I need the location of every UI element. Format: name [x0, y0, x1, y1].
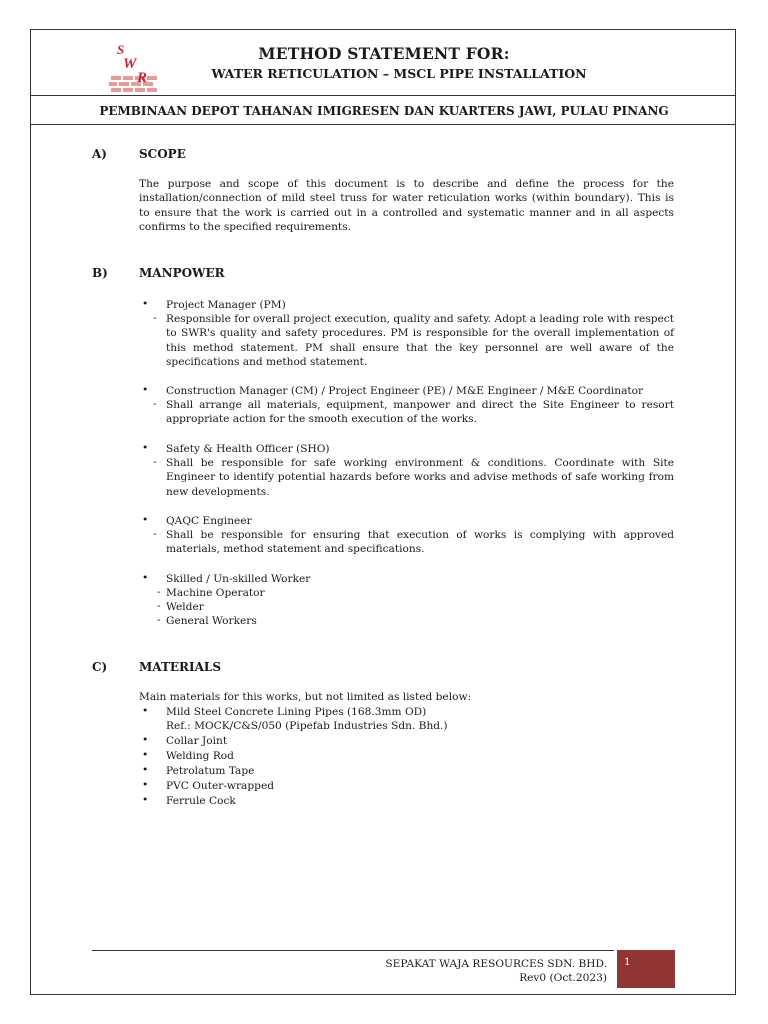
description-line: this method statement. PM shall ensure that the key personnel are well aware of the: [166, 341, 674, 354]
dash-icon: -: [153, 528, 157, 540]
materials-intro: Main materials for this works, but not limited as listed below:: [139, 691, 472, 703]
role-sho-description: [166, 456, 674, 499]
material-item: Mild Steel Concrete Lining Pipes (168.3mm OD): [166, 706, 427, 718]
dash-icon: -: [153, 398, 157, 410]
bullet-icon: •: [142, 442, 149, 454]
document-subtitle: WATER RETICULATION – MSCL PIPE INSTALLATION: [211, 66, 587, 81]
bullet-icon: •: [142, 764, 149, 776]
page-frame: [30, 29, 736, 995]
document-title: METHOD STATEMENT FOR:: [258, 44, 510, 63]
description-line: appropriate action for the smooth execution of the works.: [166, 413, 477, 426]
material-item: Welding Rod: [166, 750, 234, 762]
dash-icon: -: [157, 614, 161, 626]
worker-type: Welder: [166, 601, 204, 613]
material-item: PVC Outer-wrapped: [166, 780, 274, 792]
dash-icon: -: [157, 600, 161, 612]
bullet-icon: •: [142, 384, 149, 396]
project-title: PEMBINAAN DEPOT TAHANAN IMIGRESEN DAN KUARTERS JAWI, PULAU PINANG: [99, 104, 669, 118]
dash-icon: -: [153, 456, 157, 468]
description-line: specifications and method statement.: [166, 356, 368, 369]
role-cm-description: [166, 398, 674, 427]
role-sho: Safety & Health Officer (SHO): [166, 443, 330, 455]
material-item: Collar Joint: [166, 735, 228, 747]
material-reference: Ref.: MOCK/C&S/050 (Pipefab Industries Sdn. Bhd.): [166, 720, 448, 732]
bullet-icon: •: [142, 298, 149, 310]
dash-icon: -: [157, 586, 161, 598]
scope-paragraph: [139, 177, 674, 235]
scope-line: to ensure that the work is carried out in a controlled and systematic manner and in all aspects: [139, 206, 674, 219]
description-line: materials, method statement and specifications.: [166, 543, 425, 556]
svg-text:S: S: [117, 42, 125, 57]
svg-text:R: R: [137, 70, 148, 86]
bullet-icon: •: [142, 514, 149, 526]
scope-line: confirms to the specified requirements.: [139, 221, 351, 234]
description-line: Shall be responsible for safe working environment & conditions. Coordinate with Site: [166, 457, 674, 469]
bullet-icon: •: [142, 779, 149, 791]
worker-type: General Workers: [166, 615, 257, 627]
section-c-title: MATERIALS: [139, 660, 222, 674]
bullet-icon: •: [142, 749, 149, 761]
header-divider-bottom: [30, 124, 736, 125]
description-line: Shall be responsible for ensuring that execution of works is complying with approved: [166, 529, 674, 541]
footer-divider: [92, 950, 614, 951]
role-worker: Skilled / Un-skilled Worker: [166, 573, 311, 585]
bullet-icon: •: [142, 794, 149, 806]
section-c-letter: C): [92, 660, 108, 674]
bullet-icon: •: [142, 705, 149, 717]
page-number: 1: [624, 956, 631, 968]
material-item: Petrolatum Tape: [166, 765, 255, 777]
section-b-letter: B): [92, 266, 108, 280]
description-line: Responsible for overall project execution, quality and safety. Adopt a leading role with respect: [166, 313, 674, 325]
section-a-letter: A): [92, 147, 107, 161]
scope-line: installation/connection of mild steel truss for water reticulation works (within boundary). This is: [139, 192, 674, 205]
description-line: new developments.: [166, 485, 270, 498]
bullet-icon: •: [142, 734, 149, 746]
role-pm-description: [166, 312, 674, 370]
worker-type: Machine Operator: [166, 587, 265, 599]
dash-icon: -: [153, 312, 157, 324]
scope-line: The purpose and scope of this document is to describe and define the process for the: [139, 178, 674, 190]
footer-revision: Rev0 (Oct.2023): [519, 972, 607, 984]
description-line: Engineer to identify potential hazards before works and advise methods of safe working from: [166, 471, 674, 484]
svg-text:W: W: [123, 56, 137, 72]
material-item: Ferrule Cock: [166, 795, 236, 807]
role-qaqc: QAQC Engineer: [166, 515, 252, 527]
section-a-title: SCOPE: [139, 147, 186, 161]
role-pm: Project Manager (PM): [166, 299, 286, 311]
footer-company: SEPAKAT WAJA RESOURCES SDN. BHD.: [385, 958, 607, 970]
section-b-title: MANPOWER: [139, 266, 225, 280]
role-qaqc-description: [166, 528, 674, 557]
role-cm: Construction Manager (CM) / Project Engineer (PE) / M&E Engineer / M&E Coordinator: [166, 385, 644, 397]
description-line: Shall arrange all materials, equipment, manpower and direct the Site Engineer to resort: [166, 399, 674, 411]
header-divider-top: [30, 95, 736, 96]
description-line: to SWR's quality and safety procedures. PM is responsible for the overall implementation of: [166, 327, 674, 340]
bullet-icon: •: [142, 572, 149, 584]
